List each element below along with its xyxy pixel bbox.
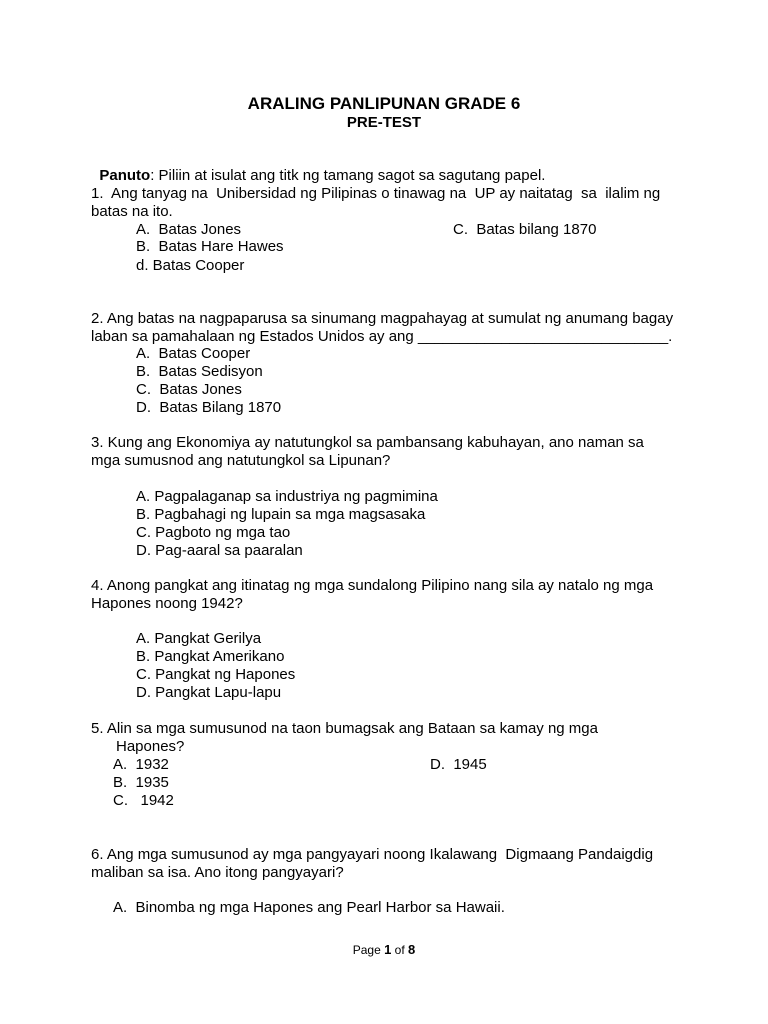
instructions-label: Panuto: [99, 167, 151, 184]
question-4-choice-d: D. Pangkat Lapu-lapu: [136, 684, 282, 701]
question-2-stem-line-2: laban sa pamahalaan ng Estados Unidos ay ang ______________________________.: [91, 328, 673, 345]
question-5-choice-a: A. 1932: [113, 756, 169, 773]
question-2-choice-c: C. Batas Jones: [136, 381, 242, 398]
question-3-stem-line-2: mga sumusnod ang natutungkol sa Lipunan?: [91, 452, 391, 469]
question-4-choice-a: A. Pangkat Gerilya: [136, 630, 262, 647]
question-2-choice-d: D. Batas Bilang 1870: [136, 399, 282, 416]
page-subtitle: PRE-TEST: [346, 114, 422, 131]
question-6-stem-line-1: 6. Ang mga sumusunod ay mga pangyayari noong Ikalawang Digmaang Pandaigdig: [91, 846, 654, 863]
question-6-stem-line-2: maliban sa isa. Ano itong pangyayari?: [91, 864, 344, 881]
question-4-stem-line-2: Hapones noong 1942?: [91, 595, 243, 612]
question-5-choice-d: D. 1945: [430, 756, 487, 773]
question-3-choice-b: B. Pagbahagi ng lupain sa mga magsasaka: [136, 506, 426, 523]
question-6-choice-a: A. Binomba ng mga Hapones ang Pearl Harbor sa Hawaii.: [113, 899, 505, 916]
question-1-stem-line-2: batas na ito.: [91, 203, 173, 220]
question-1-choice-d: d. Batas Cooper: [136, 257, 245, 274]
question-1-choice-b: B. Batas Hare Hawes: [136, 238, 284, 255]
question-5-choice-c: C. 1942: [113, 792, 174, 809]
page-word: Page: [352, 943, 385, 957]
page-total: 8: [408, 942, 416, 957]
question-4-stem-line-1: 4. Anong pangkat ang itinatag ng mga sundalong Pilipino nang sila ay natalo ng mga: [91, 577, 654, 594]
question-1-choice-a: A. Batas Jones: [136, 221, 242, 238]
question-1-choice-c: C. Batas bilang 1870: [453, 221, 597, 238]
question-5-stem-line-2: Hapones?: [116, 738, 185, 755]
question-2-stem-line-1: 2. Ang batas na nagpaparusa sa sinumang magpahayag at sumulat ng anumang bagay: [91, 310, 674, 327]
question-3-choice-c: C. Pagboto ng mga tao: [136, 524, 291, 541]
instructions-text: : Piliin at isulat ang titk ng tamang sagot sa sagutang papel.: [150, 167, 546, 184]
page-title: ARALING PANLIPUNAN GRADE 6: [247, 94, 521, 113]
question-2-choice-b: B. Batas Sedisyon: [136, 363, 263, 380]
question-3-choice-a: A. Pagpalaganap sa industriya ng pagmimina: [136, 488, 438, 505]
question-5-choice-b: B. 1935: [113, 774, 169, 791]
question-5-stem-line-1: 5. Alin sa mga sumusunod na taon bumagsak ang Bataan sa kamay ng mga: [91, 720, 598, 737]
question-4-choice-b: B. Pangkat Amerikano: [136, 648, 285, 665]
question-1-stem-line-1: 1. Ang tanyag na Unibersidad ng Pilipinas o tinawag na UP ay naitatag sa ilalim ng: [91, 185, 661, 202]
of-word: of: [391, 943, 409, 957]
instructions: [91, 149, 545, 185]
page-number-footer: [0, 942, 768, 957]
question-2-choice-a: A. Batas Cooper: [136, 345, 251, 362]
page-current: 1: [384, 942, 392, 957]
question-3-stem-line-1: 3. Kung ang Ekonomiya ay natutungkol sa pambansang kabuhayan, ano naman sa: [91, 434, 644, 451]
question-3-choice-d: D. Pag-aaral sa paaralan: [136, 542, 303, 559]
question-4-choice-c: C. Pangkat ng Hapones: [136, 666, 296, 683]
